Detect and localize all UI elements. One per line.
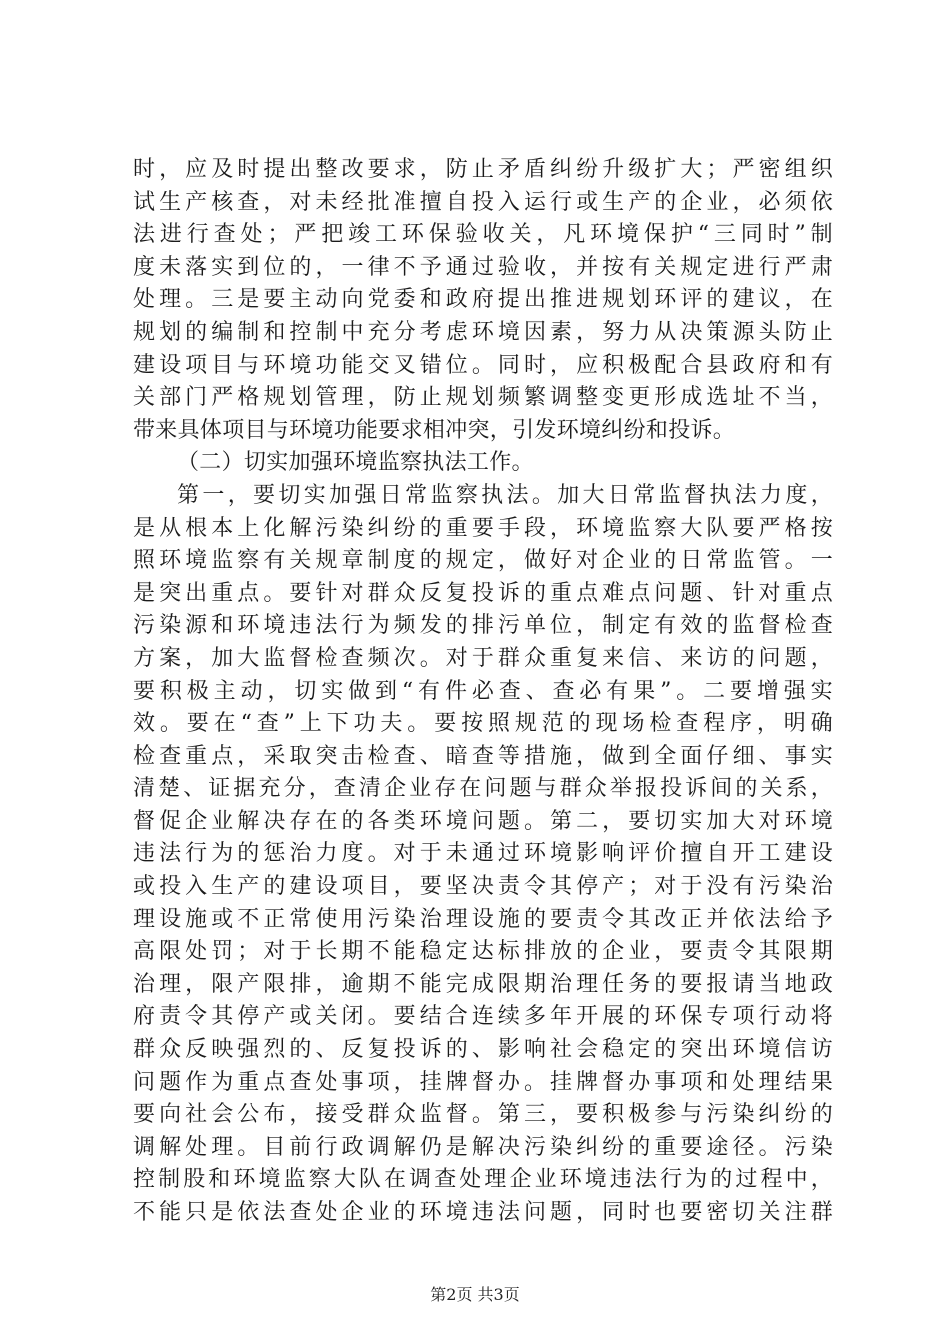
- text-line: 污染源和环境违法行为频发的排污单位，制定有效的监督检查: [133, 613, 833, 639]
- text-line: 要积极主动，切实做到“有件必查、查必有果”。二要增强实: [133, 678, 833, 704]
- text-line: 督促企业解决存在的各类环境问题。第二，要切实加大对环境: [133, 808, 833, 834]
- text-line: 带来具体项目与环境功能要求相冲突，引发环境纠纷和投诉。: [133, 417, 736, 443]
- text-line: 理设施或不正常使用污染治理设施的要责令其改正并依法给予: [133, 906, 833, 932]
- text-line: 要向社会公布，接受群众监督。第三，要积极参与污染纠纷的: [133, 1102, 833, 1128]
- text-line: 治理，限产限排，逾期不能完成限期治理任务的要报请当地政: [133, 971, 833, 997]
- paragraph-first-line: 第一，要切实加强日常监察执法。加大日常监督执法力度，: [177, 482, 833, 508]
- text-line: 度未落实到位的，一律不予通过验收，并按有关规定进行严肃: [133, 254, 833, 280]
- text-line: 检查重点，采取突击检查、暗查等措施，做到全面仔细、事实: [133, 743, 833, 769]
- text-line: 调解处理。目前行政调解仍是解决污染纠纷的重要途径。污染: [133, 1134, 833, 1160]
- text-line: 群众反映强烈的、反复投诉的、影响社会稳定的突出环境信访: [133, 1037, 833, 1063]
- text-line: 高限处罚；对于长期不能稳定达标排放的企业，要责令其限期: [133, 939, 833, 965]
- text-line: 清楚、证据充分，查清企业存在问题与群众举报投诉间的关系，: [133, 776, 833, 802]
- text-line: 规划的编制和控制中充分考虑环境因素，努力从决策源头防止: [133, 319, 833, 345]
- text-line: 违法行为的惩治力度。对于未通过环境影响评价擅自开工建设: [133, 841, 833, 867]
- text-line: 方案，加大监督检查频次。对于群众重复来信、来访的问题，: [133, 645, 833, 671]
- text-line: 建设项目与环境功能交叉错位。同时，应积极配合县政府和有: [133, 352, 833, 378]
- text-line: 或投入生产的建设项目，要坚决责令其停产；对于没有污染治: [133, 874, 833, 900]
- text-line: 问题作为重点查处事项，挂牌督办。挂牌督办事项和处理结果: [133, 1069, 833, 1095]
- text-line: 不能只是依法查处企业的环境违法问题，同时也要密切关注群: [133, 1200, 833, 1225]
- page-number-footer: 第2页 共3页: [430, 1285, 520, 1304]
- text-line: 是从根本上化解污染纠纷的重要手段，环境监察大队要严格按: [133, 515, 833, 541]
- text-line: 效。要在“查”上下功夫。要按照规范的现场检查程序，明确: [133, 711, 833, 737]
- section-heading: （二）切实加强环境监察执法工作。: [177, 450, 534, 476]
- document-body: [133, 154, 833, 1230]
- text-line: 是突出重点。要针对群众反复投诉的重点难点问题、针对重点: [133, 580, 833, 606]
- text-line: 关部门严格规划管理，防止规划频繁调整变更形成选址不当，: [133, 385, 833, 411]
- text-line: 处理。三是要主动向党委和政府提出推进规划环评的建议，在: [133, 287, 833, 313]
- text-line: 府责令其停产或关闭。要结合连续多年开展的环保专项行动将: [133, 1004, 833, 1030]
- text-line: 照环境监察有关规章制度的规定，做好对企业的日常监管。一: [133, 548, 833, 574]
- text-line: 控制股和环境监察大队在调查处理企业环境违法行为的过程中，: [133, 1167, 833, 1193]
- text-line: 时，应及时提出整改要求，防止矛盾纠纷升级扩大；严密组织: [133, 157, 833, 182]
- text-line: 法进行查处；严把竣工环保验收关，凡环境保护“三同时”制: [133, 222, 833, 248]
- text-line: 试生产核查，对未经批准擅自投入运行或生产的企业，必须依: [133, 189, 833, 215]
